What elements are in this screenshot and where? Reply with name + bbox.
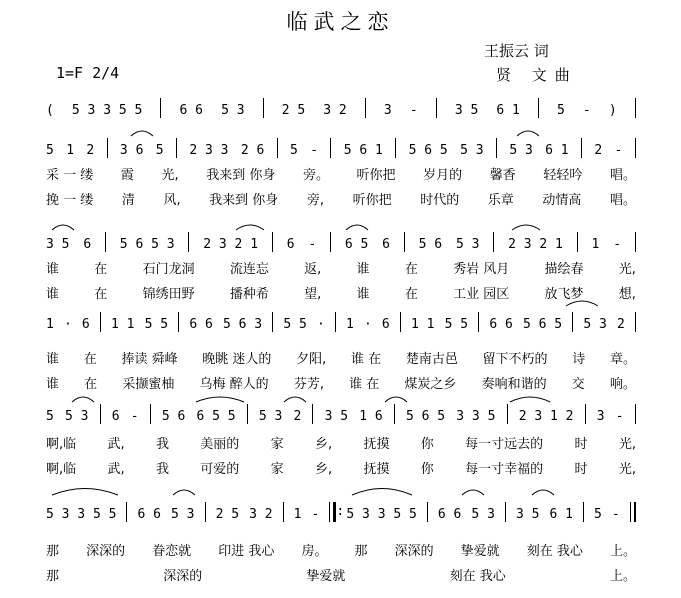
bar-line — [585, 404, 586, 424]
note-group: 5 6 5 3 — [119, 237, 175, 252]
note-group: 5 3 3 5 5 — [46, 507, 117, 522]
key-signature: 1=F 2/4 — [56, 64, 120, 82]
lyric-syllable: 上。 — [609, 544, 636, 559]
note-group: 2 5 — [281, 103, 306, 118]
note-group: 5 6 5 — [522, 317, 563, 332]
note-group: 6 6 — [489, 317, 513, 332]
note-group: 1 — [346, 317, 354, 332]
note-group: 5 — [594, 507, 602, 522]
note-group: - — [308, 237, 317, 252]
bar-line — [178, 312, 179, 332]
bar-line — [105, 232, 106, 252]
lyric-syllable: 谁 — [356, 287, 370, 302]
notation-line — [46, 96, 636, 118]
final-bar-line — [630, 502, 636, 522]
lyric-syllable: 石门龙洞 — [142, 262, 195, 277]
bar-line — [126, 502, 127, 522]
note-group: 6 5 — [344, 237, 369, 252]
note-group: 5 3 — [455, 237, 480, 252]
bar-line — [583, 502, 584, 522]
lyric-syllable: 馨香 — [489, 168, 516, 183]
lyric-syllable: 返, — [304, 262, 322, 277]
bar-line — [496, 138, 497, 158]
bar-line — [581, 138, 582, 158]
note-group: 6 6 — [137, 507, 161, 522]
note-group: 5 3 — [258, 409, 283, 424]
lyric-syllable: 采 一 缕 — [46, 168, 94, 183]
lyric-syllable: 放飞梦 — [544, 287, 584, 302]
lyric-syllable: 时 — [574, 462, 588, 477]
note-group: 5 3 — [64, 409, 89, 424]
bar-line — [263, 98, 264, 118]
lyric-syllable: 在 — [404, 287, 418, 302]
lyric-syllable: 旁, — [306, 193, 325, 208]
lyric-line — [46, 562, 636, 584]
lyric-syllable: 乐章 — [487, 193, 514, 208]
lyric-line — [46, 280, 636, 302]
lyric-syllable: 武, — [107, 437, 125, 452]
lyric-syllable: 夕阳, — [296, 352, 327, 367]
bar-line — [205, 502, 206, 522]
note-group: 5 6 1 — [343, 143, 383, 158]
bar-line — [188, 232, 189, 252]
lyric-syllable: 霞 — [120, 168, 134, 183]
lyric-syllable: 芬芳, — [293, 377, 324, 392]
lyric-syllable: 深深的 — [163, 569, 203, 584]
lyric-syllable: 谁 在 — [350, 352, 382, 367]
bar-line — [436, 98, 437, 118]
lyricist-credit: 王振云 词 — [484, 42, 549, 60]
bar-line — [335, 312, 336, 332]
note-group: 5 3 — [460, 143, 484, 158]
note-group: 2 3 2 1 — [508, 237, 563, 252]
repeat-bar-line — [329, 502, 336, 522]
song-title: 临武之恋 — [286, 10, 395, 34]
note-group: · — [363, 317, 372, 332]
slur — [173, 490, 195, 495]
lyric-syllable: 谁 — [46, 287, 60, 302]
lyric-syllable: 武, — [107, 462, 125, 477]
note-group: 5 — [557, 103, 565, 118]
lyric-syllable: 我来到 你身 — [206, 168, 276, 183]
lyric-syllable: 刻在 我心 — [526, 544, 583, 559]
bar-line — [505, 502, 506, 522]
notation-line — [46, 402, 636, 424]
note-group: - — [582, 103, 591, 118]
lyric-syllable: 楚南古邑 — [405, 352, 458, 367]
lyric-syllable: 听你把 — [356, 168, 396, 183]
note-group: 3 6 — [119, 143, 144, 158]
bar-line — [176, 138, 177, 158]
lyric-syllable: 谁 在 — [349, 377, 380, 392]
lyric-line — [46, 430, 636, 452]
bar-line — [394, 404, 395, 424]
bar-line — [478, 312, 479, 332]
note-group: 6 6 — [189, 317, 213, 332]
lyric-syllable: 乌梅 醉人的 — [199, 377, 269, 392]
lyric-syllable: 煤炭之乡 — [404, 377, 457, 392]
note-group: 5 3 — [471, 507, 495, 522]
note-group: 1 — [293, 507, 302, 522]
note-group: - — [613, 237, 622, 252]
note-group: · — [316, 317, 325, 332]
lyric-syllable: 工业 园区 — [453, 287, 510, 302]
slur — [462, 490, 484, 495]
lyric-syllable: 挚爱就 — [306, 569, 346, 584]
composer-credit: 贤 文曲 — [496, 66, 578, 84]
bar-line — [272, 232, 273, 252]
note-group: - — [310, 143, 319, 158]
lyric-line — [46, 345, 636, 367]
note-group: 2 — [293, 409, 302, 424]
lyric-syllable: 我来到 你身 — [209, 193, 279, 208]
note-group: 2 3 2 1 — [203, 237, 259, 252]
lyric-syllable: 唱。 — [609, 168, 636, 183]
note-group: 6 — [111, 409, 120, 424]
note-group: 2 5 — [215, 507, 240, 522]
bar-line — [100, 312, 101, 332]
slur — [352, 489, 412, 496]
note-group: 3 5 — [324, 409, 349, 424]
note-group: 5 6 — [161, 409, 186, 424]
lyric-syllable: 谁 — [46, 377, 60, 392]
note-group: 6 1 — [549, 507, 573, 522]
lyric-syllable: 谁 — [356, 262, 370, 277]
note-group: - — [409, 103, 418, 118]
note-group: 6 5 5 — [196, 409, 236, 424]
bar-line — [312, 404, 313, 424]
lyric-syllable: 深深的 — [86, 544, 126, 559]
lyric-syllable: 在 — [84, 377, 98, 392]
note-group: 5 5 — [283, 317, 307, 332]
note-group: 5 3 — [221, 103, 245, 118]
lyric-syllable: 动情高 — [542, 193, 582, 208]
lyric-syllable: 美丽的 — [200, 437, 240, 452]
lyric-syllable: 在 — [83, 352, 97, 367]
note-group: 6 6 — [179, 103, 203, 118]
lyric-syllable: 可爱的 — [200, 462, 240, 477]
note-group: 6 — [381, 317, 390, 332]
lyric-syllable: 章。 — [609, 352, 636, 367]
lyric-syllable: 挚爱就 — [460, 544, 500, 559]
lyric-syllable: 抚摸 — [363, 462, 390, 477]
lyric-syllable: 播种希 — [229, 287, 269, 302]
bar-line — [572, 312, 573, 332]
lyric-syllable: 啊,临 — [46, 462, 77, 477]
lyric-line — [46, 537, 636, 559]
bar-line — [577, 232, 578, 252]
lyric-syllable: 捧读 舜峰 — [121, 352, 178, 367]
note-group: 1 1 — [411, 317, 435, 332]
lyric-syllable: 清 — [121, 193, 135, 208]
lyric-syllable: 诗 — [572, 352, 586, 367]
lyric-syllable: 光, — [618, 462, 636, 477]
bar-line — [404, 232, 405, 252]
bar-line — [283, 502, 284, 522]
lyric-syllable: 乡, — [314, 462, 333, 477]
bar-line — [635, 312, 636, 332]
note-group: 6 — [83, 237, 92, 252]
note-group: 5 6 — [418, 237, 443, 252]
lyric-syllable: 眷恋就 — [152, 544, 192, 559]
note-group: 6 1 — [545, 143, 569, 158]
note-group: - — [130, 409, 139, 424]
note-group: ( — [46, 103, 54, 118]
note-group: 5 5 — [144, 317, 169, 332]
lyric-syllable: 每一寸远去的 — [465, 437, 544, 452]
lyric-syllable: 晚眺 迷人的 — [202, 352, 272, 367]
note-group: 5 6 5 — [405, 409, 446, 424]
note-group: 5 3 3 5 5 — [71, 103, 143, 118]
note-group: 2 3 1 2 — [518, 409, 574, 424]
lyric-syllable: 留下不朽的 — [482, 352, 548, 367]
note-group: 2 — [86, 143, 95, 158]
note-group: 3 2 — [249, 507, 273, 522]
lyric-syllable: 深深的 — [394, 544, 434, 559]
lyric-syllable: 那 — [46, 544, 60, 559]
note-group: 5 — [46, 409, 54, 424]
lyric-syllable: 响。 — [609, 377, 636, 392]
bar-line — [330, 138, 331, 158]
lyric-syllable: 你 — [420, 437, 434, 452]
lyric-syllable: 在 — [404, 262, 418, 277]
lyric-syllable: 我 — [155, 437, 169, 452]
lyric-syllable: 谁 — [46, 262, 60, 277]
lyric-line — [46, 255, 636, 277]
bar-line — [635, 404, 636, 424]
note-group: 6 — [286, 237, 295, 252]
lyric-line — [46, 455, 636, 477]
lyric-syllable: 时 — [574, 437, 588, 452]
lyric-syllable: 房。 — [301, 544, 328, 559]
lyric-syllable: 奏响和谐的 — [481, 377, 547, 392]
lyric-syllable: 唱。 — [609, 193, 636, 208]
lyric-syllable: 秀岩 风月 — [453, 262, 510, 277]
lyric-syllable: 光, — [618, 437, 636, 452]
note-group: 3 5 — [454, 103, 479, 118]
note-group: - — [615, 409, 624, 424]
lyric-syllable: 抚摸 — [363, 437, 390, 452]
lyric-syllable: 那 — [354, 544, 368, 559]
lyric-syllable: 望, — [304, 287, 322, 302]
note-group: 3 — [596, 409, 605, 424]
bar-line — [247, 404, 248, 424]
note-group: 5 5 — [444, 317, 469, 332]
note-group: 1 — [66, 143, 75, 158]
lyric-syllable: 锦绣田野 — [142, 287, 195, 302]
lyric-syllable: 每一寸幸福的 — [465, 462, 544, 477]
bar-line — [100, 404, 101, 424]
lyric-syllable: 在 — [94, 262, 108, 277]
lyric-syllable: 挽 一 缕 — [46, 193, 94, 208]
note-group: 3 — [383, 103, 392, 118]
lyric-syllable: 谁 — [46, 352, 60, 367]
note-group: 3 2 — [323, 103, 347, 118]
bar-line — [272, 312, 273, 332]
lyric-syllable: 描绘春 — [544, 262, 584, 277]
lyric-syllable: 啊,临 — [46, 437, 77, 452]
lyric-syllable: 家 — [270, 437, 284, 452]
bar-line — [277, 138, 278, 158]
note-group: 6 — [81, 317, 90, 332]
notation-line — [46, 136, 636, 158]
bar-line — [395, 138, 396, 158]
lyric-syllable: 家 — [270, 462, 284, 477]
note-group: 2 — [594, 143, 603, 158]
lyric-syllable: 时代的 — [420, 193, 460, 208]
bar-line — [160, 98, 161, 118]
lyric-syllable: 风, — [163, 193, 181, 208]
note-group: ) — [608, 103, 617, 118]
note-group: · — [63, 317, 72, 332]
lyric-syllable: 旁。 — [302, 168, 329, 183]
note-group: 3 5 — [46, 237, 70, 252]
note-group: - — [311, 507, 320, 522]
bar-line — [107, 138, 108, 158]
bar-line — [635, 98, 636, 118]
note-group: 5 3 — [171, 507, 195, 522]
note-group: 3 3 5 — [456, 409, 496, 424]
notation-line — [46, 230, 636, 252]
notation-line — [46, 310, 636, 332]
note-group: 2 — [616, 317, 625, 332]
note-group: 2 3 3 — [189, 143, 229, 158]
lyric-syllable: 刻在 我心 — [449, 569, 506, 584]
lyric-syllable: 轻轻吟 — [543, 168, 583, 183]
note-group: 6 1 — [496, 103, 520, 118]
lyric-syllable: 想, — [618, 287, 636, 302]
lyric-syllable: 听你把 — [352, 193, 392, 208]
slur — [52, 489, 118, 496]
bar-line — [635, 138, 636, 158]
note-group: 6 — [382, 237, 390, 252]
lyric-line — [46, 370, 636, 392]
note-group: 6 6 — [437, 507, 462, 522]
lyric-line — [46, 186, 636, 208]
note-group: - — [611, 507, 620, 522]
lyric-syllable: 印进 我心 — [218, 544, 275, 559]
bar-line — [330, 232, 331, 252]
lyric-syllable: 在 — [94, 287, 108, 302]
bar-line — [400, 312, 401, 332]
lyric-syllable: 流连忘 — [229, 262, 269, 277]
note-group: 5 3 — [509, 143, 533, 158]
lyric-syllable: 采撷蜜柚 — [122, 377, 175, 392]
note-group: 5 6 3 — [222, 317, 263, 332]
note-group: 5 — [46, 143, 54, 158]
lyric-syllable: 我 — [155, 462, 169, 477]
lyric-line — [46, 161, 636, 183]
note-group: 1 6 — [359, 409, 383, 424]
lyric-syllable: 你 — [420, 462, 434, 477]
note-group: 5 — [290, 143, 298, 158]
bar-line — [365, 98, 366, 118]
note-group: - — [614, 143, 623, 158]
bar-line — [538, 98, 539, 118]
lyric-syllable: 乡, — [314, 437, 333, 452]
bar-line — [427, 502, 428, 522]
lyric-syllable: 那 — [46, 569, 60, 584]
slur — [532, 490, 554, 495]
note-group: 5 — [155, 143, 164, 158]
lyric-syllable: 光, — [161, 168, 179, 183]
note-group: 1 — [591, 237, 600, 252]
lyric-syllable: 上。 — [609, 569, 636, 584]
note-group: 5 6 5 — [408, 143, 448, 158]
lyric-syllable: 交 — [571, 377, 585, 392]
note-group: 5 3 — [583, 317, 607, 332]
note-group: 1 1 — [110, 317, 135, 332]
lyric-syllable: 岁月的 — [423, 168, 463, 183]
note-group: 1 — [46, 317, 54, 332]
notation-line — [46, 500, 636, 522]
lyric-syllable: 光, — [618, 262, 636, 277]
bar-line — [493, 232, 494, 252]
note-group: 5 3 3 5 5 — [346, 507, 417, 522]
note-group: 2 6 — [240, 143, 265, 158]
bar-line — [150, 404, 151, 424]
bar-line — [635, 232, 636, 252]
bar-line — [507, 404, 508, 424]
note-group: 3 5 — [515, 507, 540, 522]
